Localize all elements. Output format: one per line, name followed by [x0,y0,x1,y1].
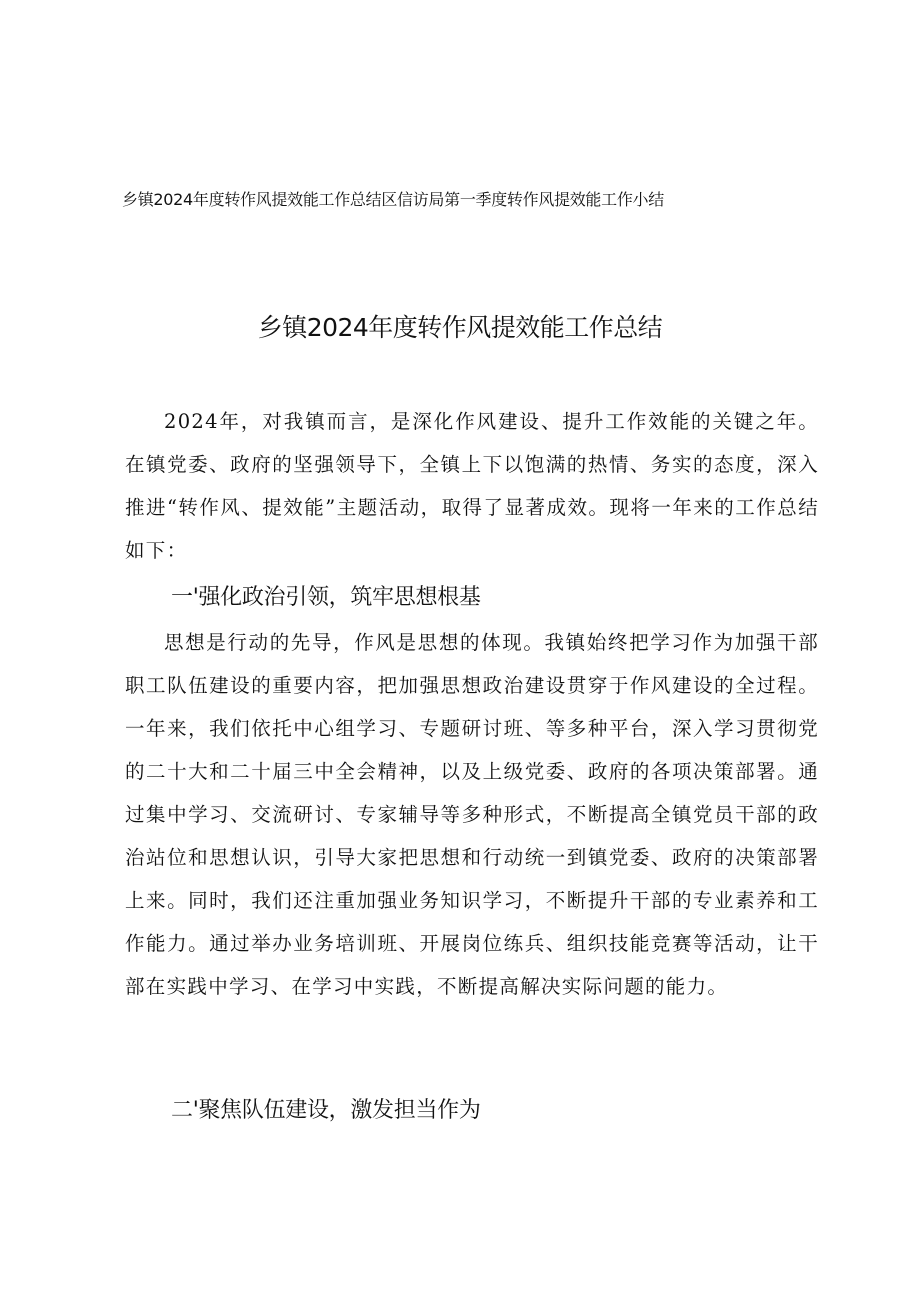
section-1-heading: 一'强化政治引领，筑牢思想根基 [171,585,481,610]
section-1-paragraph: 思想是行动的先导，作风是思想的体现。我镇始终把学习作为加强干部职工队伍建设的重要内容，把加强思想政治建设贯穿于作风建设的全过程。一年来，我们依托中心组学习、专题研讨班、等多种平台，深入学习贯彻党的二十大和二十届三中全会精神，以及上级党委、政府的各项决策部署。通过集中学习、交流研讨、专家辅导等多种形式，不断提高全镇党员干部的政治站位和思想认识，引导大家把思想和行动统一到镇党委、政府的决策部署上来。同时，我们还注重加强业务知识学习，不断提升干部的专业素养和工作能力。通过举办业务培训班、开展岗位练兵、组织技能竞赛等活动，让干部在实践中学习、在学习中实践，不断提高解决实际问题的能力。 [125,631,819,998]
section-2-heading: 二'聚焦队伍建设，激发担当作为 [171,1098,481,1123]
document-header: 乡镇2024年度转作风提效能工作总结区信访局第一季度转作风提效能工作小结 [122,190,664,209]
intro-paragraph: 2024年，对我镇而言，是深化作风建设、提升工作效能的关键之年。在镇党委、政府的坚强领导下，全镇上下以饱满的热情、务实的态度，深入推进“转作风、提效能”主题活动，取得了显著成效。现将一年来的工作总结如下： [125,410,819,562]
document-title: 乡镇2024年度转作风提效能工作总结 [257,313,663,342]
